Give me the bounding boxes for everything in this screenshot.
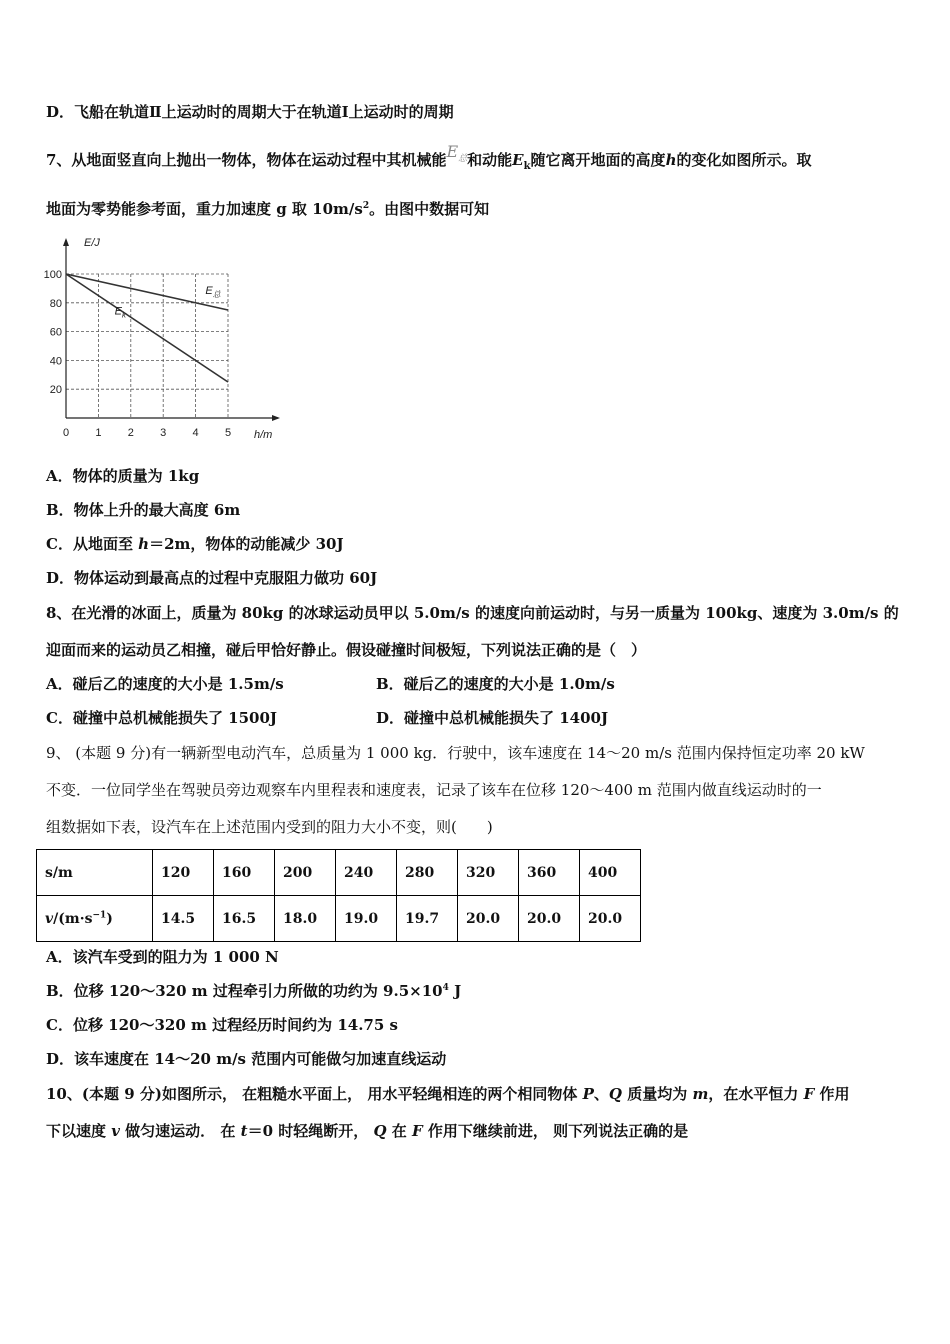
q9-data-table <box>36 849 641 942</box>
q6-option-d: D．飞船在轨道Ⅱ上运动时的周期大于在轨道Ⅰ上运动时的周期 <box>46 103 454 121</box>
q9-option-b: B．位移 120～320 m 过程牵引力所做的功约为 $9.5\times 10^4$ J <box>46 982 462 1000</box>
series-line-e-total <box>66 274 228 310</box>
table-cell: 18.0 <box>275 896 336 942</box>
q9-stem-line2: 不变．一位同学坐在驾驶员旁边观察车内里程表和速度表，记录了该车在位移 120～400 m 范围内做直线运动时的一 <box>46 781 822 799</box>
table-cell: 20.0 <box>580 896 641 942</box>
y-tick-label: 20 <box>49 384 62 397</box>
table-cell: 120 <box>153 850 214 896</box>
x-axis-arrow <box>272 415 280 421</box>
q7-stem-line2: 地面为零势能参考面，重力加速度 g 取 $10m/s^2$。由图中数据可知 <box>46 200 490 218</box>
q8-stem-line1: 8、在光滑的冰面上，质量为 80kg 的冰球运动员甲以 5.0m/s 的速度向前运动时，与另一质量为 100kg、速度为 3.0m/s 的 <box>46 604 899 622</box>
q10-stem-line2: 下以速度 v 做匀速运动． 在 t＝0 时轻绳断开， Q 在 F 作用下继续前进， 则下列说法正确的是 <box>46 1122 689 1140</box>
table-cell: 20.0 <box>458 896 519 942</box>
chart-grid <box>66 274 228 418</box>
chart-axes <box>63 238 280 421</box>
y-tick-label: 100 <box>43 269 62 281</box>
table-cell: 14.5 <box>153 896 214 942</box>
x-tick-label: 4 <box>192 427 199 439</box>
series-label-e-total: $E_总$ <box>205 285 221 300</box>
q8-option-d: D．碰撞中总机械能损失了 1400J <box>376 709 609 727</box>
table-header-cell: s/m <box>37 850 153 896</box>
table-cell: 280 <box>397 850 458 896</box>
y-axis-label: E/J <box>84 237 100 249</box>
q9-option-a: A．该汽车受到的阻力为 1 000 N <box>46 948 279 966</box>
q9-option-c: C．位移 120～320 m 过程经历时间约为 14.75 s <box>46 1016 398 1034</box>
x-axis-label: h/m <box>254 429 273 441</box>
q8-option-b: B．碰后乙的速度的大小是 1.0m/s <box>376 675 615 693</box>
x-tick-label: 2 <box>127 427 134 439</box>
table-cell: 320 <box>458 850 519 896</box>
table-cell: 16.5 <box>214 896 275 942</box>
q9-stem-line1: 9、 (本题 9 分)有一辆新型电动汽车，总质量为 1 000 kg．行驶中，该车速度在 14～20 m/s 范围内保持恒定功率 20 kW <box>46 744 865 762</box>
x-tick-label: 1 <box>95 427 102 439</box>
x-tick-label: 5 <box>224 427 232 439</box>
y-tick-label: 40 <box>49 355 62 368</box>
table-cell: 160 <box>214 850 275 896</box>
q8-option-a: A．碰后乙的速度的大小是 1.5m/s <box>46 675 284 693</box>
q9-option-d: D．该车速度在 14～20 m/s 范围内可能做匀加速直线运动 <box>46 1050 447 1068</box>
q7-stem-line1: 7、从地面竖直向上抛出一物体，物体在运动过程中其机械能$E_总$和动能$E_k$随它离开地面的高度h的变化如图所示。取 <box>46 142 812 172</box>
e-total-symbol: $E_总$ <box>446 142 468 165</box>
energy-height-chart <box>36 232 286 444</box>
table-row-displacement <box>37 850 641 896</box>
q9-stem-line3: 组数据如下表，设汽车在上述范围内受到的阻力大小不变，则( ) <box>46 818 493 836</box>
q10-stem-line1: 10、(本题 9 分)如图所示， 在粗糙水平面上， 用水平轻绳相连的两个相同物体 P、Q 质量均为 m，在水平恒力 F 作用 <box>46 1085 850 1103</box>
q8-option-c: C．碰撞中总机械能损失了 1500J <box>46 709 278 727</box>
table-header-cell: $v/(m\cdot s^{-1})$ <box>37 896 153 942</box>
q8-stem-line2: 迎面而来的运动员乙相撞，碰后甲恰好静止。假设碰撞时间极短，下列说法正确的是（ ） <box>46 641 647 659</box>
q7-option-a: A．物体的质量为 1kg <box>46 467 200 485</box>
q7-option-b: B．物体上升的最大高度 6m <box>46 501 241 519</box>
series-label-ek: $E_k$ <box>114 305 126 320</box>
table-cell: 240 <box>336 850 397 896</box>
q8-options-row1 <box>46 674 615 694</box>
q7-option-c: C．从地面至 h＝2m，物体的动能减少 30J <box>46 535 344 553</box>
q8-options-row2 <box>46 708 609 728</box>
series-line-ek <box>66 274 228 382</box>
table-cell: 19.0 <box>336 896 397 942</box>
x-tick-label: 0 <box>62 427 70 439</box>
table-cell: 20.0 <box>519 896 580 942</box>
table-cell: 200 <box>275 850 336 896</box>
chart-series <box>66 274 228 382</box>
y-tick-label: 80 <box>49 297 62 310</box>
y-axis-arrow <box>63 238 69 246</box>
table-cell: 19.7 <box>397 896 458 942</box>
table-cell: 400 <box>580 850 641 896</box>
chart-ticks <box>44 269 231 439</box>
table-cell: 360 <box>519 850 580 896</box>
y-tick-label: 60 <box>49 326 62 339</box>
q7-option-d: D．物体运动到最高点的过程中克服阻力做功 60J <box>46 569 378 587</box>
table-row-velocity <box>37 896 641 942</box>
x-tick-label: 3 <box>160 427 167 439</box>
